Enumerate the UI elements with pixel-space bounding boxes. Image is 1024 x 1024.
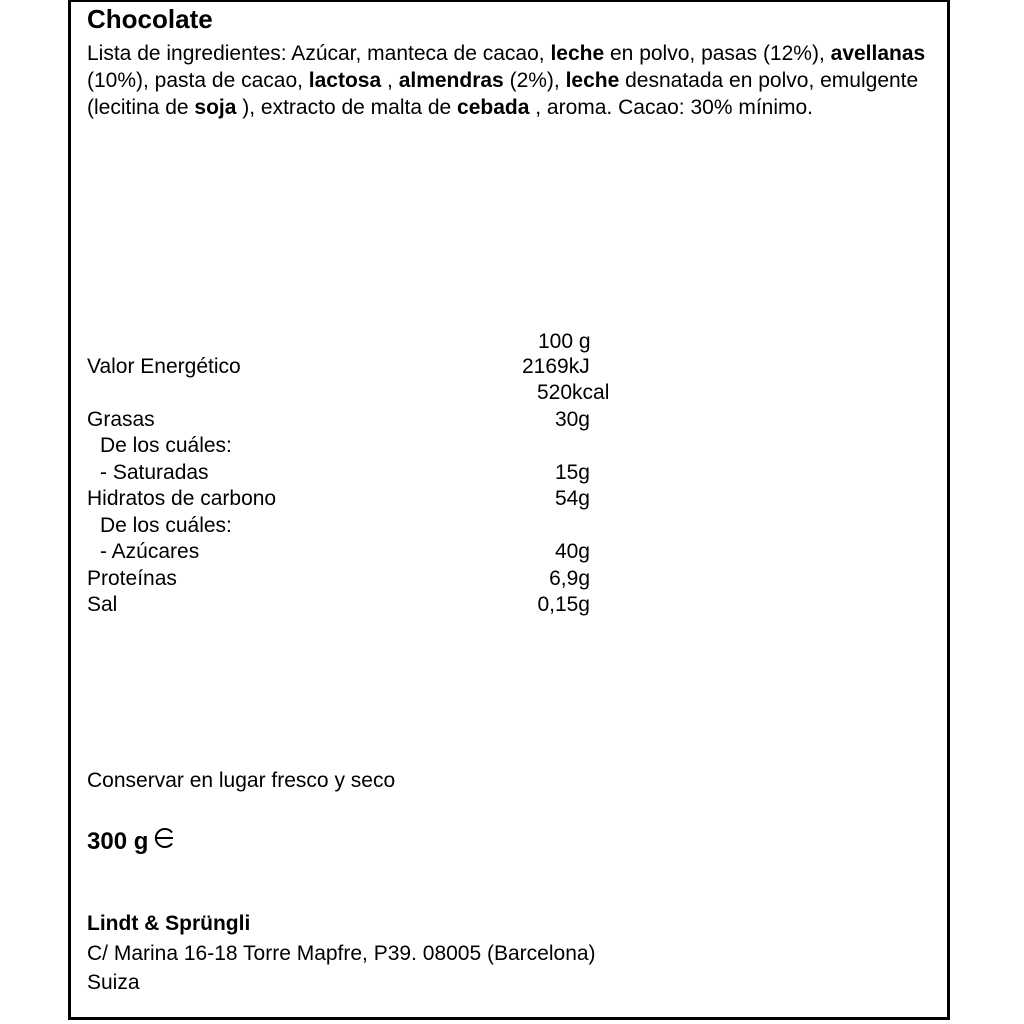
storage-instructions: Conservar en lugar fresco y seco: [87, 769, 396, 792]
ingredients-list: [87, 40, 937, 121]
manufacturer-name: Lindt & Sprüngli: [87, 912, 251, 935]
carbs-value: 54g: [554, 487, 590, 510]
allergen-text: avellanas: [830, 42, 926, 65]
ingredient-text: (10%), pasta de cacao,: [87, 69, 309, 92]
ingredient-text: (2%),: [503, 69, 566, 92]
ingredient-text: desnatada en polvo, emulgente (lecitina de: [87, 69, 919, 119]
ingredient-text: Lista de ingredientes: Azúcar, manteca de cacao,: [87, 42, 551, 65]
energy-kj-unit: kJ: [568, 355, 590, 378]
fat-value: 30g: [554, 408, 590, 431]
sugars-value: 40g: [554, 540, 590, 563]
protein-value: 6,9g: [549, 567, 590, 590]
energy-kcal-unit: kcal: [572, 381, 610, 404]
of-which-label-2: De los cuáles:: [100, 514, 232, 537]
allergen-text: leche: [565, 69, 620, 92]
fat-label: Grasas: [87, 408, 155, 431]
energy-kj-number: 2169: [522, 355, 569, 378]
allergen-text: leche: [550, 42, 605, 65]
energy-label: Valor Energético: [87, 355, 241, 378]
nutrition-header: 100 g: [538, 330, 591, 353]
estimated-sign-icon: [152, 826, 176, 857]
product-title: Chocolate: [87, 4, 213, 34]
protein-label: Proteínas: [87, 567, 177, 590]
manufacturer-address: C/ Marina 16-18 Torre Mapfre, P39. 08005 (Barcelona): [87, 942, 596, 965]
energy-kcal-value: [537, 380, 609, 406]
saturated-value: 15g: [554, 461, 590, 484]
ingredient-text: en polvo, pasas (12%),: [604, 42, 831, 65]
of-which-label: De los cuáles:: [100, 434, 232, 457]
salt-value: 0,15g: [537, 593, 590, 616]
carbs-label: Hidratos de carbono: [87, 487, 277, 510]
ingredient-text: ,: [381, 69, 399, 92]
ingredient-text: ), extracto de malta de: [236, 96, 458, 119]
sugars-label: - Azúcares: [100, 540, 200, 563]
salt-label: Sal: [87, 593, 118, 616]
net-weight-value: 300 g: [87, 827, 149, 855]
energy-kcal-number: 520: [537, 381, 573, 404]
allergen-text: soja: [194, 96, 237, 119]
allergen-text: lactosa: [308, 69, 382, 92]
manufacturer-country: Suiza: [87, 971, 140, 994]
allergen-text: cebada: [457, 96, 530, 119]
ingredient-text: , aroma. Cacao: 30% mínimo.: [529, 96, 814, 119]
saturated-label: - Saturadas: [100, 461, 209, 484]
net-weight: [87, 826, 176, 857]
allergen-text: almendras: [398, 69, 504, 92]
energy-kj-value: [522, 354, 590, 380]
